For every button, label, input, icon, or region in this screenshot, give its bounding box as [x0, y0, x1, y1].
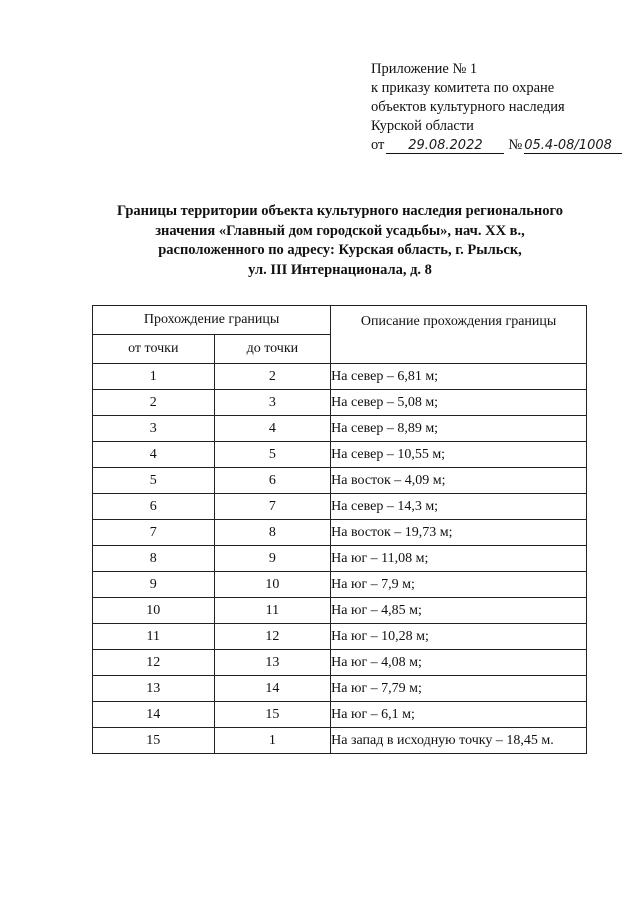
appendix-title: Приложение № 1	[371, 61, 478, 77]
cell-to: 12	[214, 624, 331, 650]
table-row	[93, 494, 587, 520]
heading-line-1: Границы территории объекта культурного наследия регионального	[117, 203, 563, 219]
cell-description: На юг – 7,79 м;	[331, 676, 587, 702]
header-description: Описание прохождения границы	[331, 306, 587, 364]
table-row	[93, 572, 587, 598]
cell-description: На юг – 11,08 м;	[331, 546, 587, 572]
cell-to: 8	[214, 520, 331, 546]
cell-from: 14	[93, 702, 215, 728]
header-passage: Прохождение границы	[93, 306, 331, 335]
cell-to: 9	[214, 546, 331, 572]
cell-from: 11	[93, 624, 215, 650]
table-header-row	[93, 306, 587, 335]
cell-to: 14	[214, 676, 331, 702]
header-to-point: до точки	[214, 335, 331, 364]
table-row	[93, 416, 587, 442]
cell-from: 6	[93, 494, 215, 520]
cell-from: 4	[93, 442, 215, 468]
cell-description: На запад в исходную точку – 18,45 м.	[331, 728, 587, 754]
cell-to: 13	[214, 650, 331, 676]
handwritten-order-number: 05.4-08/1008	[524, 138, 622, 154]
cell-to: 3	[214, 390, 331, 416]
table-row	[93, 390, 587, 416]
cell-to: 6	[214, 468, 331, 494]
cell-from: 7	[93, 520, 215, 546]
cell-from: 3	[93, 416, 215, 442]
heading-line-3: расположенного по адресу: Курская область, г. Рыльск,	[158, 242, 522, 258]
cell-description: На север – 10,55 м;	[331, 442, 587, 468]
cell-from: 9	[93, 572, 215, 598]
cell-from: 1	[93, 364, 215, 390]
table-row	[93, 520, 587, 546]
from-label: от	[371, 137, 385, 153]
number-label: №	[508, 137, 523, 153]
cell-from: 8	[93, 546, 215, 572]
appendix-committee-line: объектов культурного наследия	[371, 99, 565, 115]
table-row	[93, 546, 587, 572]
cell-from: 12	[93, 650, 215, 676]
cell-description: На юг – 4,08 м;	[331, 650, 587, 676]
table-row	[93, 468, 587, 494]
header-from-point: от точки	[93, 335, 215, 364]
cell-to: 1	[214, 728, 331, 754]
cell-to: 11	[214, 598, 331, 624]
table-row	[93, 728, 587, 754]
cell-description: На юг – 6,1 м;	[331, 702, 587, 728]
cell-from: 15	[93, 728, 215, 754]
document-heading	[60, 202, 620, 280]
cell-from: 13	[93, 676, 215, 702]
table-row	[93, 598, 587, 624]
cell-description: На восток – 19,73 м;	[331, 520, 587, 546]
cell-description: На север – 5,08 м;	[331, 390, 587, 416]
heading-line-2: значения «Главный дом городской усадьбы», нач. XX в.,	[155, 222, 525, 239]
table-row	[93, 442, 587, 468]
cell-to: 7	[214, 494, 331, 520]
table-row	[93, 624, 587, 650]
cell-description: На восток – 4,09 м;	[331, 468, 587, 494]
table-row	[93, 650, 587, 676]
cell-description: На юг – 4,85 м;	[331, 598, 587, 624]
heading-line-4: ул. III Интернационала, д. 8	[248, 261, 432, 278]
appendix-region-line: Курской области	[371, 118, 474, 134]
appendix-order-line: к приказу комитета по охране	[371, 80, 555, 96]
cell-from: 5	[93, 468, 215, 494]
appendix-block	[371, 60, 622, 155]
cell-from: 10	[93, 598, 215, 624]
handwritten-date: 29.08.2022	[386, 138, 504, 154]
cell-description: На север – 6,81 м;	[331, 364, 587, 390]
cell-description: На север – 14,3 м;	[331, 494, 587, 520]
boundary-table	[92, 305, 587, 754]
cell-to: 2	[214, 364, 331, 390]
cell-description: На юг – 7,9 м;	[331, 572, 587, 598]
appendix-date-number-line	[371, 136, 622, 155]
table-row	[93, 364, 587, 390]
cell-to: 4	[214, 416, 331, 442]
cell-to: 10	[214, 572, 331, 598]
cell-from: 2	[93, 390, 215, 416]
cell-description: На север – 8,89 м;	[331, 416, 587, 442]
table-row	[93, 702, 587, 728]
cell-to: 15	[214, 702, 331, 728]
cell-to: 5	[214, 442, 331, 468]
cell-description: На юг – 10,28 м;	[331, 624, 587, 650]
table-row	[93, 676, 587, 702]
